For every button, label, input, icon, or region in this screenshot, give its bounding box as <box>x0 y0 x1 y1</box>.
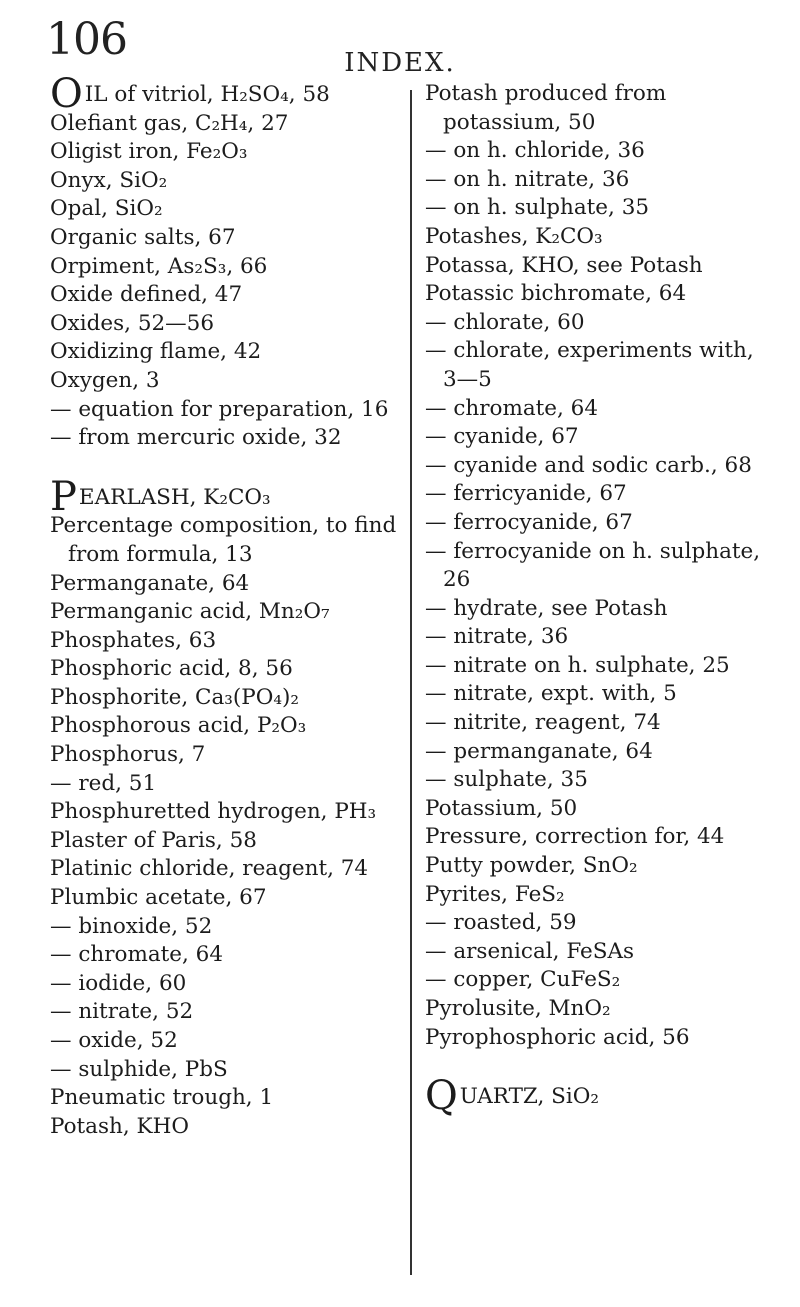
index-entry: — on h. nitrate, 36 <box>425 166 630 192</box>
index-entry: Phosphoric acid, 8, 56 <box>50 656 293 682</box>
index-entry: Phosphuretted hydrogen, PH₃ <box>50 799 377 825</box>
index-entry: Olefiant gas, C₂H₄, 27 <box>50 110 289 136</box>
index-entry: — iodide, 60 <box>50 970 187 996</box>
index-entry: — ferrocyanide on h. sulphate, 26 <box>425 538 761 593</box>
index-entry: Permanganate, 64 <box>50 570 250 596</box>
index-entry: Oxides, 52—56 <box>50 310 215 336</box>
index-entry: — nitrate, 36 <box>425 624 569 650</box>
index-entry: Organic salts, 67 <box>50 224 236 250</box>
index-entry: Opal, SiO₂ <box>50 196 163 222</box>
index-entry: — cyanide, 67 <box>425 424 579 450</box>
index-entry: Oxidizing flame, 42 <box>50 339 262 365</box>
index-entry: Pneumatic trough, 1 <box>50 1085 274 1111</box>
index-entry: Permanganic acid, Mn₂O₇ <box>50 599 330 625</box>
index-entry: — oxide, 52 <box>50 1028 178 1053</box>
index-entry: — copper, CuFeS₂ <box>425 967 621 993</box>
index-entry: — ferrocyanide, 67 <box>425 509 633 535</box>
index-entry: Percentage composition, to find from formula, 13 <box>50 513 397 567</box>
index-entry: — nitrate, 52 <box>50 999 194 1025</box>
index-entry: — sulphate, 35 <box>425 767 588 793</box>
index-entry: Onyx, SiO₂ <box>50 167 168 193</box>
index-entry: — arsenical, FeSAs <box>425 938 635 964</box>
left-column <box>50 71 410 1141</box>
index-entry: Plaster of Paris, 58 <box>50 827 257 853</box>
index-entry: — nitrate on h. sulphate, 25 <box>425 652 730 678</box>
index-entry: Phosphorite, Ca₃(PO₄)₂ <box>50 684 300 710</box>
index-entry: Potassic bichromate, 64 <box>425 281 687 307</box>
index-entry: — on h. chloride, 36 <box>425 138 645 164</box>
running-title: INDEX. <box>344 48 456 78</box>
index-entry: — from mercuric oxide, 32 <box>50 425 342 451</box>
right-column <box>425 80 770 1120</box>
index-entry-o-lead: OIL of vitriol, H₂SO₄, 58 <box>50 71 330 117</box>
index-entry: — cyanide and sodic carb., 68 <box>425 452 752 478</box>
index-entry: Pyrophosphoric acid, 56 <box>425 1024 690 1050</box>
index-entry: Potashes, K₂CO₃ <box>425 223 603 249</box>
index-entry: Putty powder, SnO₂ <box>425 853 638 879</box>
index-entry: Potash, KHO <box>50 1113 189 1139</box>
drop-letter-p: P <box>50 473 77 520</box>
index-entry: — binoxide, 52 <box>50 913 213 939</box>
index-entry: — ferricyanide, 67 <box>425 481 627 507</box>
index-entry: — chromate, 64 <box>425 395 599 421</box>
index-entry: Oxygen, 3 <box>50 367 160 393</box>
page-number: 106 <box>46 14 127 65</box>
index-entry: — equation for preparation, 16 <box>50 396 389 422</box>
index-entry-q-lead: QUARTZ, SiO₂ <box>425 1073 600 1120</box>
index-entry-p-lead: PEARLASH, K₂CO₃ <box>50 473 271 520</box>
index-entry: Phosphates, 63 <box>50 627 217 653</box>
index-entry: — red, 51 <box>50 770 157 796</box>
index-entry: Oxide defined, 47 <box>50 282 243 308</box>
index-entry: — chromate, 64 <box>50 942 224 968</box>
drop-letter-q: Q <box>425 1073 458 1120</box>
index-entry: Plumbic acetate, 67 <box>50 885 267 911</box>
index-entry: Pyrolusite, MnO₂ <box>425 996 611 1021</box>
index-entry: Oligist iron, Fe₂O₃ <box>50 139 248 165</box>
index-entry: Potassium, 50 <box>425 795 578 821</box>
index-entry: — roasted, 59 <box>425 910 577 936</box>
drop-letter-o: O <box>50 71 83 117</box>
index-entry: — hydrate, see Potash <box>425 595 668 621</box>
index-entry: — nitrite, reagent, 74 <box>425 710 661 736</box>
index-entry: Orpiment, As₂S₃, 66 <box>50 253 268 279</box>
index-entry: Potash produced from potassium, 50 <box>425 81 667 135</box>
index-entry: Potassa, KHO, see Potash <box>425 252 703 278</box>
index-entry: Phosphorus, 7 <box>50 742 206 768</box>
index-entry: Platinic chloride, reagent, 74 <box>50 856 369 882</box>
index-entry: — sulphide, PbS <box>50 1056 228 1082</box>
index-entry: Pyrites, FeS₂ <box>425 881 565 907</box>
column-divider <box>410 90 412 1275</box>
index-entry: — chlorate, 60 <box>425 309 585 335</box>
index-entry: — chlorate, experiments with, 3—5 <box>425 338 754 392</box>
index-entry: — nitrate, expt. with, 5 <box>425 681 677 707</box>
index-entry: — on h. sulphate, 35 <box>425 195 650 221</box>
index-entry: — permanganate, 64 <box>425 738 653 764</box>
index-entry: Phosphorous acid, P₂O₃ <box>50 713 307 739</box>
index-entry: Pressure, correction for, 44 <box>425 824 725 850</box>
